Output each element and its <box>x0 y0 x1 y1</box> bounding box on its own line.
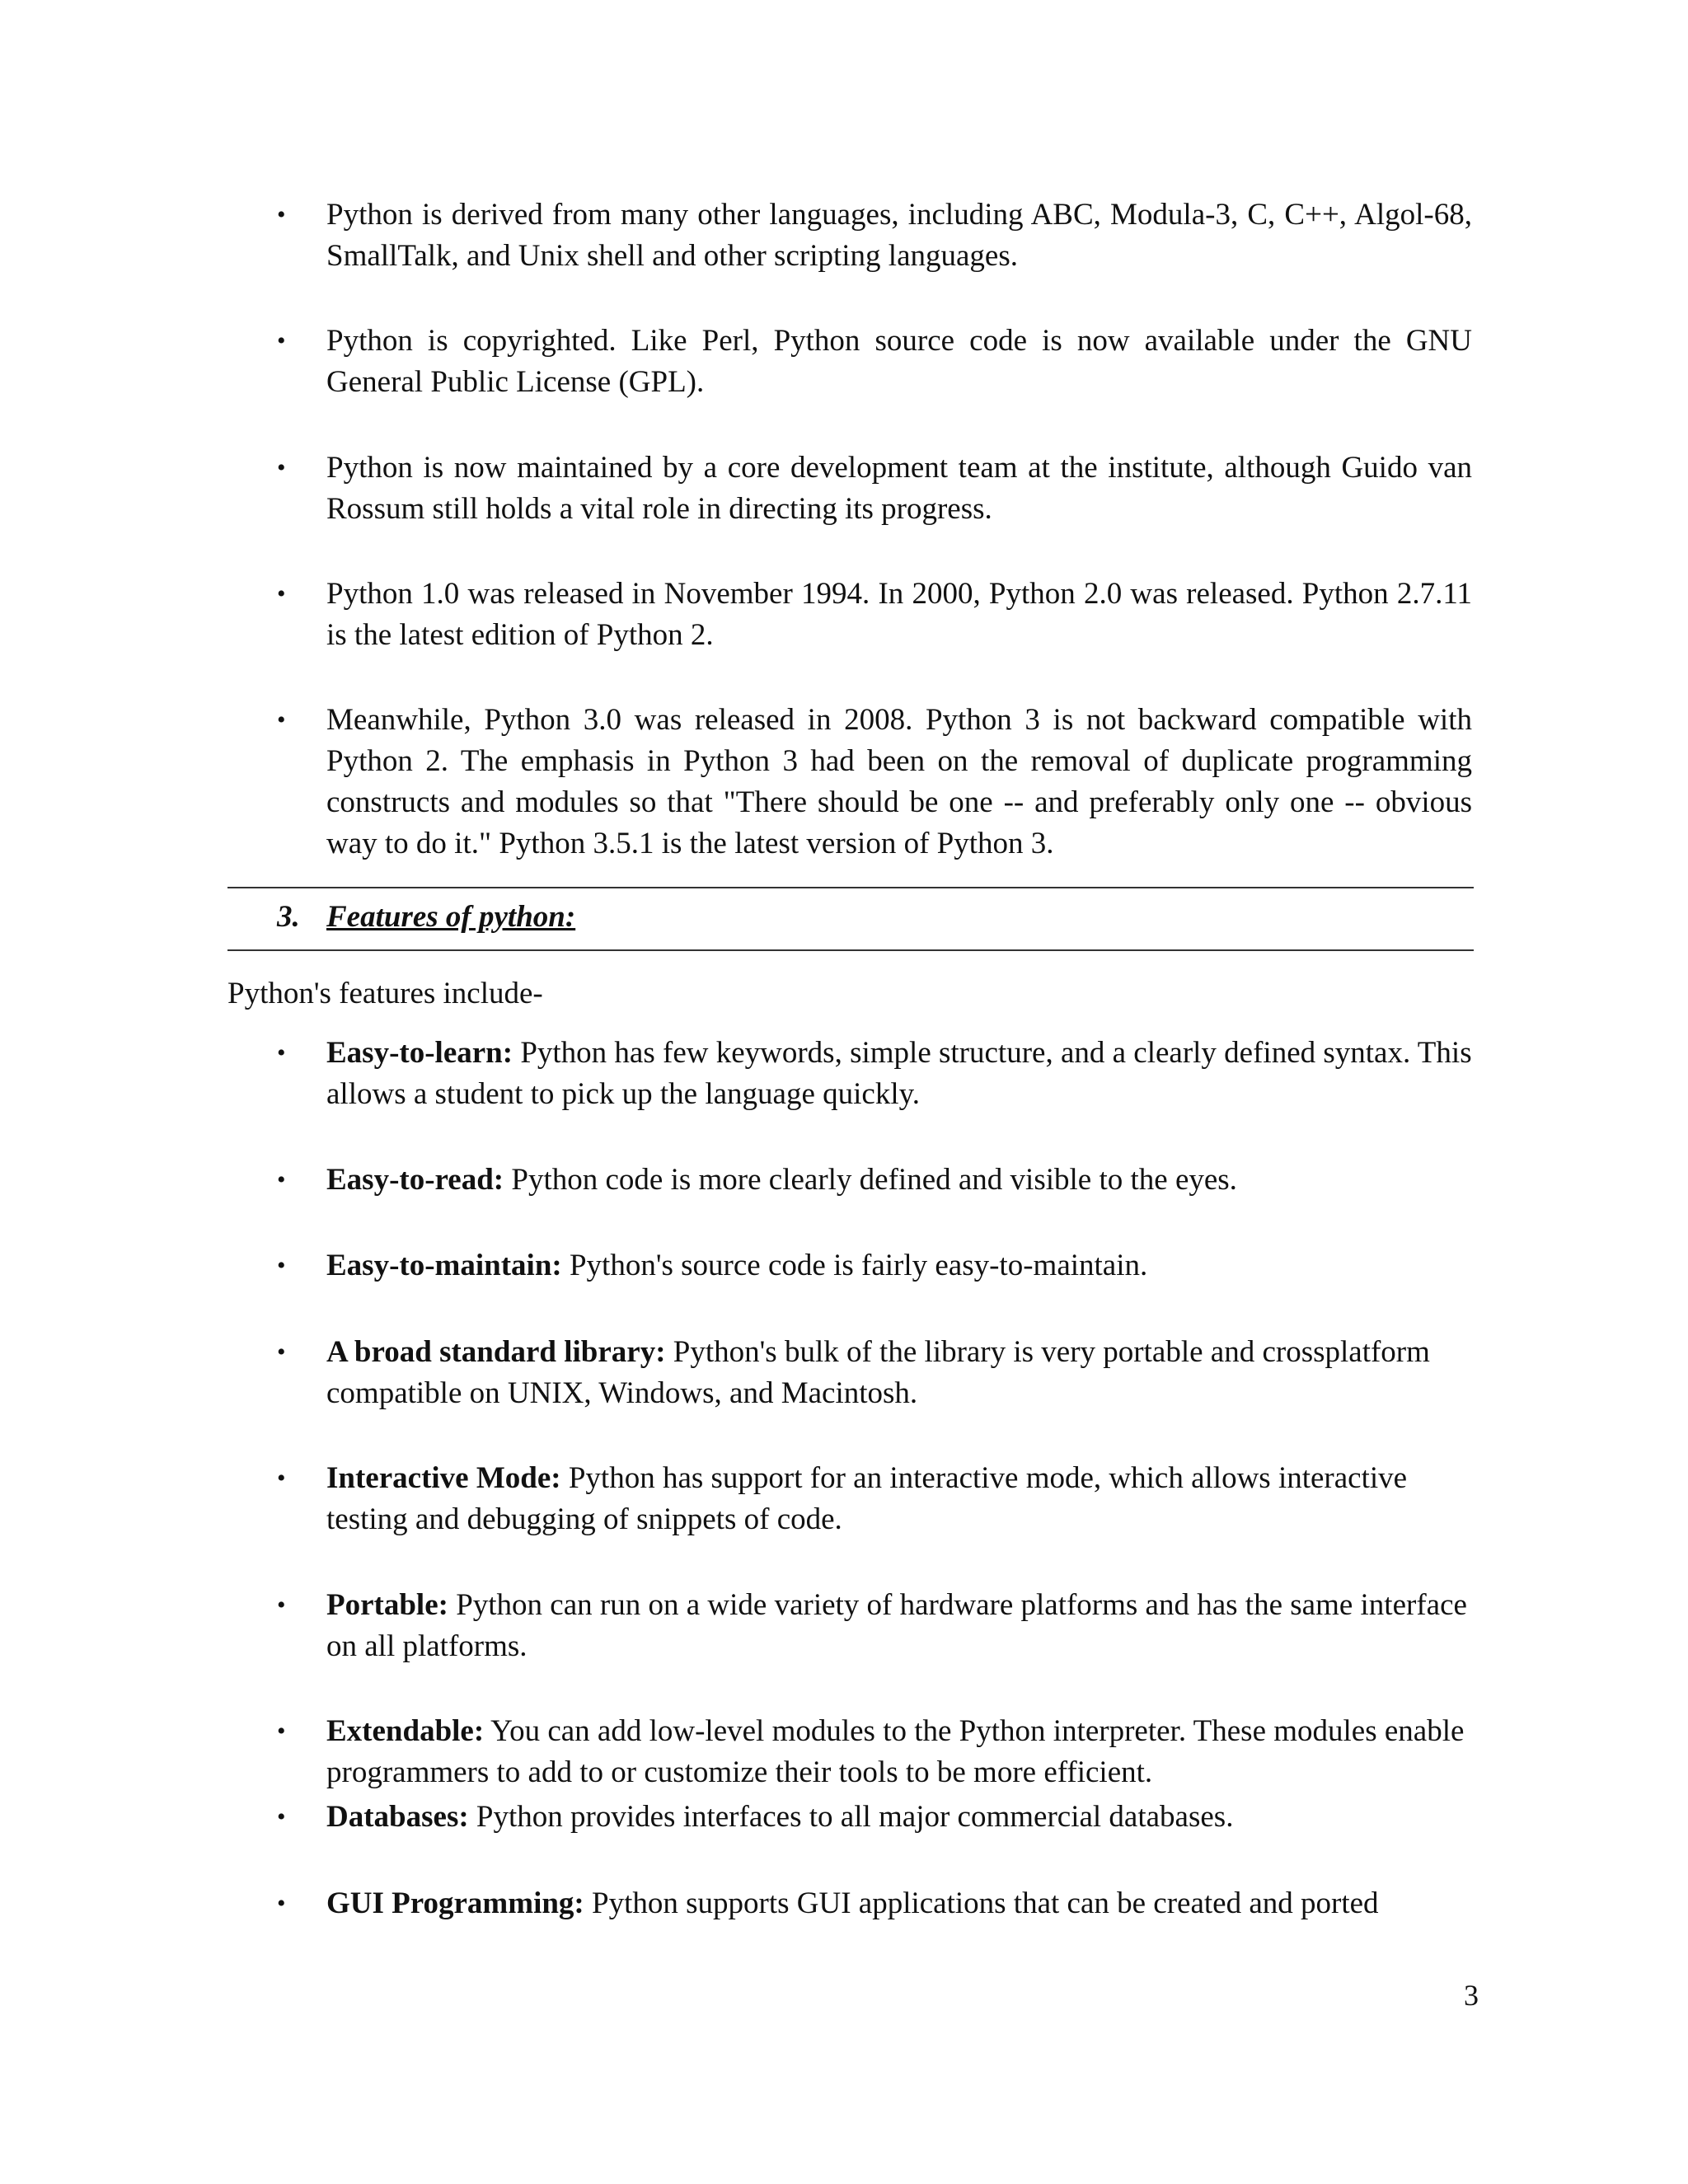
page-number: 3 <box>1464 1979 1479 2012</box>
feature-description: Python supports GUI applications that can be created and ported <box>584 1886 1379 1920</box>
feature-description: Python provides interfaces to all major commercial databases. <box>468 1800 1234 1834</box>
feature-description: Python has few keywords, simple structure, and a clearly defined syntax. This allows a student to pick up the language quickly. <box>326 1036 1472 1111</box>
feature-term: Easy-to-maintain: <box>326 1249 562 1282</box>
bullet-marker: • <box>277 327 286 354</box>
bullet-marker: • <box>277 1718 286 1745</box>
list-item <box>277 1033 1472 1115</box>
feature-term: GUI Programming: <box>326 1886 584 1920</box>
list-item <box>277 1711 1472 1793</box>
feature-term: Interactive Mode: <box>326 1461 561 1495</box>
bullet-marker: • <box>277 1166 286 1193</box>
features-intro: Python's features include- <box>227 977 543 1010</box>
list-item <box>277 1160 1472 1201</box>
list-item <box>277 1332 1472 1414</box>
list-item-text <box>326 1711 1472 1793</box>
feature-description: Python's source code is fairly easy-to-maintain. <box>561 1249 1148 1282</box>
list-item-text <box>326 1458 1472 1540</box>
list-item-text: Python is copyrighted. Like Perl, Python source code is now available under the GNU General Public License (GPL). <box>326 324 1472 399</box>
bullet-marker: • <box>277 1252 286 1279</box>
list-item-text <box>326 1797 1472 1838</box>
bullet-marker: • <box>277 1890 286 1917</box>
feature-description: Python can run on a wide variety of hardware platforms and has the same interface on all platforms. <box>326 1588 1467 1663</box>
feature-description: Python's bulk of the library is very portable and crossplatform compatible on UNIX, Windows, and Macintosh. <box>326 1335 1430 1410</box>
list-item-text: Python is derived from many other languages, including ABC, Modula-3, C, C++, Algol-68, SmallTalk, and Unix shell and other scripting languages. <box>326 198 1472 273</box>
list-item-text <box>326 1332 1472 1414</box>
bullet-marker: • <box>277 201 286 228</box>
feature-term: Databases: <box>326 1800 469 1834</box>
list-item-text: Python is now maintained by a core development team at the institute, although Guido van Rossum still holds a vital role in directing its progress. <box>326 451 1472 526</box>
bullet-marker: • <box>277 1803 286 1830</box>
list-item <box>277 574 1472 656</box>
list-item <box>277 1585 1472 1667</box>
list-item-text <box>326 1585 1472 1667</box>
list-item <box>277 194 1472 277</box>
list-item <box>277 700 1472 865</box>
divider-top <box>227 887 1474 888</box>
list-item-text: Meanwhile, Python 3.0 was released in 2008. Python 3 is not backward compatible with Python 2. The emphasis in Python 3 had been on the removal of duplicate programming constructs and modules so that "There should be one -- and preferably only one -- obvious way to do it." Python 3.5.1 is the latest version of Python 3. <box>326 703 1472 860</box>
feature-description: You can add low-level modules to the Python interpreter. These modules enable programmers to add to or customize their tools to be more efficient. <box>326 1714 1465 1789</box>
list-item <box>277 1245 1472 1286</box>
list-item-text <box>326 1883 1472 1924</box>
feature-description: Python has support for an interactive mode, which allows interactive testing and debugging of snippets of code. <box>326 1461 1408 1536</box>
feature-term: Easy-to-read: <box>326 1163 504 1197</box>
bullet-marker: • <box>277 1591 286 1619</box>
bullet-marker: • <box>277 454 286 481</box>
feature-term: A broad standard library: <box>326 1335 666 1369</box>
list-item <box>277 448 1472 530</box>
section-title: Features of python: <box>326 900 576 934</box>
feature-description: Python code is more clearly defined and visible to the eyes. <box>504 1163 1237 1197</box>
list-item-text <box>326 1160 1472 1201</box>
list-item <box>277 321 1472 403</box>
bullet-marker: • <box>277 1465 286 1492</box>
feature-term: Portable: <box>326 1588 448 1622</box>
feature-term: Extendable: <box>326 1714 485 1748</box>
bullet-marker: • <box>277 580 286 607</box>
list-item-text: Python 1.0 was released in November 1994. In 2000, Python 2.0 was released. Python 2.7.11 is the latest edition of Python 2. <box>326 577 1472 652</box>
feature-term: Easy-to-learn: <box>326 1036 513 1070</box>
list-item <box>277 1458 1472 1540</box>
list-item-text <box>326 1033 1472 1115</box>
section-heading <box>277 897 575 938</box>
list-item <box>277 1797 1472 1838</box>
bullet-marker: • <box>277 1039 286 1066</box>
divider-bottom <box>227 949 1474 951</box>
section-number: 3. <box>277 900 300 934</box>
list-item-text <box>326 1245 1472 1286</box>
bullet-marker: • <box>277 706 286 733</box>
list-item <box>277 1883 1472 1924</box>
bullet-marker: • <box>277 1338 286 1366</box>
